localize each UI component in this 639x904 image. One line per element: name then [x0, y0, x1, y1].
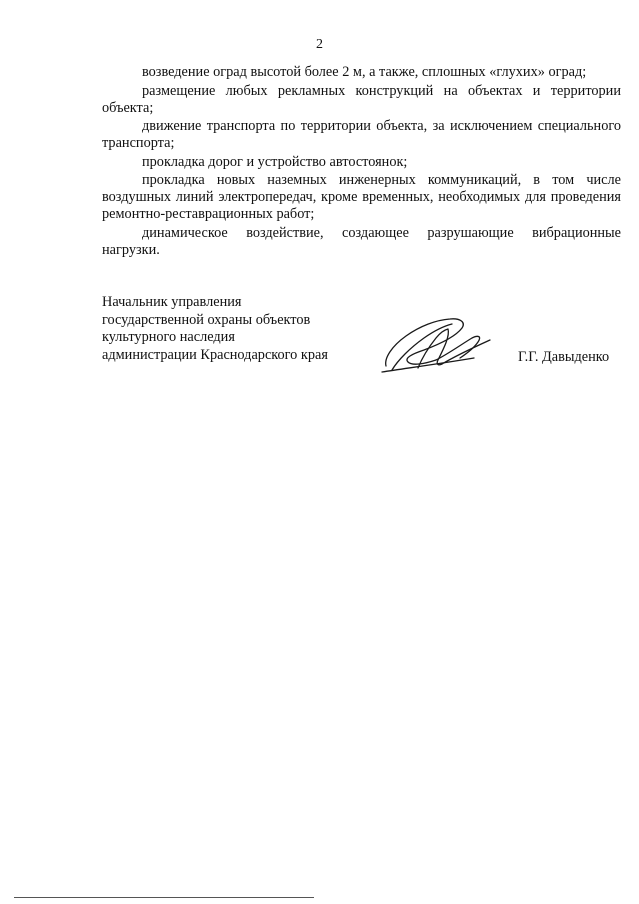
position-line: Начальник управления	[102, 294, 242, 310]
position-line: государственной охраны объектов	[102, 311, 311, 328]
signer-name: Г.Г. Давыденко	[518, 349, 610, 365]
document-body	[102, 64, 621, 260]
restriction-item-roads: прокладка дорог и устройство автостоянок;	[142, 153, 408, 170]
handwritten-signature	[378, 314, 496, 376]
restriction-item-utilities: прокладка новых наземных инженерных коммуникаций, в том числе воздушных линий электропередач, кроме временных, необходимых для проведения ремонтно-реставрационных работ;	[102, 172, 621, 222]
page-number: 2	[316, 37, 323, 52]
position-line: культурного наследия	[102, 329, 235, 345]
restriction-item-fences: возведение оград высотой более 2 м, а также, сплошных «глухих» оград;	[142, 64, 587, 80]
restriction-item-vibration: динамическое воздействие, создающее разрушающие вибрационные нагрузки.	[102, 224, 621, 258]
restriction-item-advertising: размещение любых рекламных конструкций на объектах и территории объекта;	[102, 82, 621, 116]
position-line: администрации Краснодарского края	[102, 346, 328, 363]
signatory-position	[102, 294, 328, 364]
footer-divider	[14, 897, 314, 898]
restriction-item-traffic: движение транспорта по территории объекта, за исключением специального транспорта;	[102, 118, 621, 151]
